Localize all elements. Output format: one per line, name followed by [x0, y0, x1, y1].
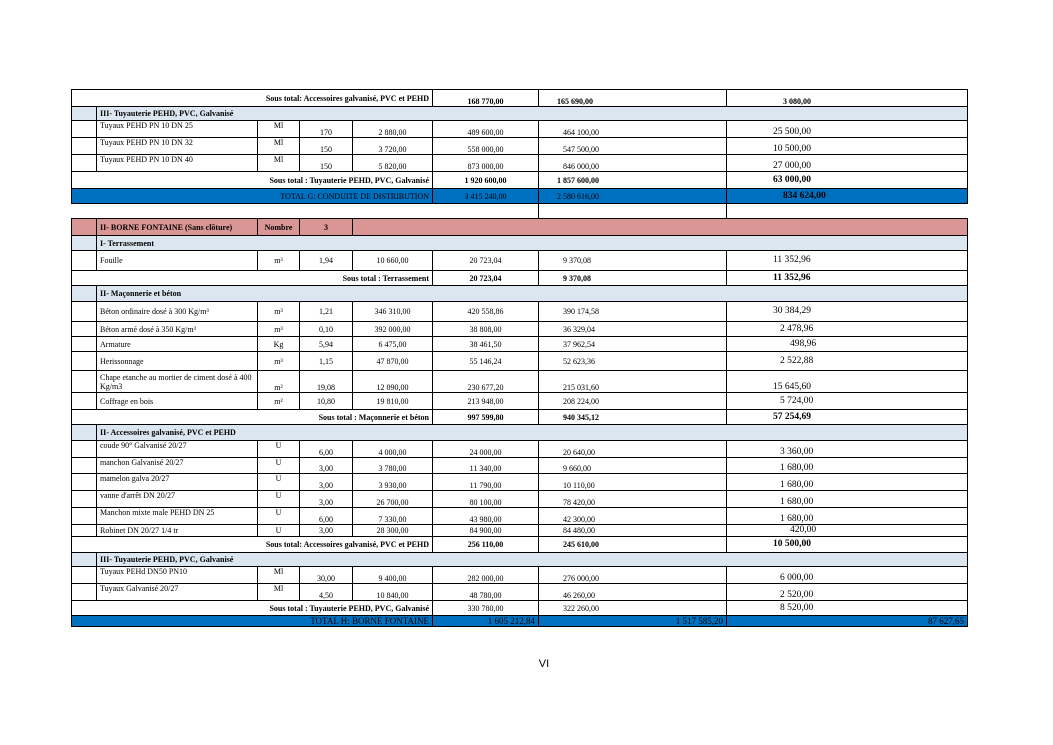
subtotal-v3: 57 254,69	[727, 410, 968, 425]
value3-cell: 6 000,00	[727, 567, 968, 584]
designation-cell: coude 90° Galvanisé 20/27	[97, 441, 258, 458]
table-row	[72, 584, 968, 601]
subtotal-row	[72, 172, 968, 189]
designation-cell: Tuyaux PEHD PN 10 DN 40	[97, 155, 258, 172]
value2-cell: 390 174,58	[539, 302, 727, 322]
subtotal-v1: 1 920 600,00	[433, 172, 539, 189]
value1-cell: 489 600,00	[433, 121, 539, 138]
designation-cell: Tuyaux PEHD PN 10 DN 32	[97, 138, 258, 155]
unit-price-cell: 6 475,00	[353, 337, 433, 352]
subtotal-label: Sous total : Terrassement	[72, 271, 433, 286]
table-row	[72, 322, 968, 337]
designation-cell: Béton ordinaire dosé à 300 Kg/m³	[97, 302, 258, 322]
qty-cell: 6,00	[300, 441, 353, 458]
table-row	[72, 121, 968, 138]
section-row	[72, 553, 968, 567]
value1-cell: 213 948,00	[433, 393, 539, 410]
section-title: I- Terrassement	[97, 236, 968, 251]
qty-cell: 150	[300, 138, 353, 155]
unit-price-cell: 47 870,00	[353, 352, 433, 371]
value2-cell: 37 962,54	[539, 337, 727, 352]
designation-cell: mamelon galva 20/27	[97, 474, 258, 491]
qty-cell: 0,10	[300, 322, 353, 337]
qty-cell: 3,00	[300, 491, 353, 508]
value3-cell: 2 520,00	[727, 584, 968, 601]
value2-cell: 9 370,08	[539, 251, 727, 271]
subtotal-v3: 10 500,00	[727, 537, 968, 553]
section-title: II- Accessoires galvanisé, PVC et PEHD	[97, 425, 968, 441]
unit-cell: Ml	[258, 567, 300, 584]
subtotal-v1: 256 110,00	[433, 537, 539, 553]
subtotal-label: Sous total: Accessoires galvanisé, PVC et PEHD	[72, 537, 433, 553]
unit-cell: Ml	[258, 121, 300, 138]
value1-cell: 84 900,00	[433, 525, 539, 537]
unit-price-cell: 7 330,00	[353, 508, 433, 525]
qty-cell: 170	[300, 121, 353, 138]
table-row	[72, 138, 968, 155]
value3-cell: 25 500,00	[727, 121, 968, 138]
unit-price-cell: 3 780,00	[353, 458, 433, 474]
subtotal-v1: 330 780,00	[433, 601, 539, 616]
value1-cell: 873 000,00	[433, 155, 539, 172]
unit-cell: m³	[258, 322, 300, 337]
nombre-value: 3	[300, 219, 353, 236]
unit-price-cell: 5 820,00	[353, 155, 433, 172]
table-row	[72, 441, 968, 458]
unit-price-cell: 26 700,00	[353, 491, 433, 508]
designation-cell: Chape etanche au mortier de ciment dosé à 400 Kg/m3	[97, 371, 258, 393]
unit-cell: U	[258, 474, 300, 491]
total-v1: 3 415 240,00	[433, 189, 539, 204]
subtotal-row	[72, 601, 968, 616]
subtotal-label: Sous total : Tuyauterie PEHD, PVC, Galvanisé	[72, 601, 433, 616]
designation-cell: Fouille	[97, 251, 258, 271]
table-row	[72, 491, 968, 508]
subtotal-v1: 168 770,00	[433, 90, 539, 107]
unit-cell: U	[258, 491, 300, 508]
value1-cell: 11 340,00	[433, 458, 539, 474]
section-title: II- Maçonnerie et béton	[97, 286, 968, 302]
value2-cell: 276 000,00	[539, 567, 727, 584]
value3-cell: 3 360,00	[727, 441, 968, 458]
value1-cell: 38 461,50	[433, 337, 539, 352]
total-row	[72, 616, 968, 627]
unit-cell: Ml	[258, 584, 300, 601]
qty-cell: 19,08	[300, 371, 353, 393]
value3-cell: 1 680,00	[727, 491, 968, 508]
value1-cell: 48 780,00	[433, 584, 539, 601]
value1-cell: 230 677,20	[433, 371, 539, 393]
value3-cell: 27 000,00	[727, 155, 968, 172]
qty-cell: 30,00	[300, 567, 353, 584]
section-row	[72, 107, 968, 121]
value2-cell: 42 300,00	[539, 508, 727, 525]
table-row	[72, 393, 968, 410]
unit-cell: Ml	[258, 155, 300, 172]
cost-table	[71, 89, 968, 627]
unit-cell: U	[258, 508, 300, 525]
designation-cell: Manchon mixte male PEHD DN 25	[97, 508, 258, 525]
unit-price-cell: 10 840,00	[353, 584, 433, 601]
section-row	[72, 286, 968, 302]
value2-cell: 846 000,00	[539, 155, 727, 172]
table-row	[72, 567, 968, 584]
unit-cell: U	[258, 525, 300, 537]
value1-cell: 20 723,04	[433, 251, 539, 271]
total-v3: 87 627,65	[727, 616, 968, 627]
value2-cell: 52 623,36	[539, 352, 727, 371]
value3-cell: 15 645,60	[727, 371, 968, 393]
designation-cell: Béton armé dosé à 350 Kg/m³	[97, 322, 258, 337]
value3-cell: 5 724,00	[727, 393, 968, 410]
subtotal-label: Sous total: Accessoires galvanisé, PVC et PEHD	[72, 90, 433, 107]
unit-price-cell: 2 880,00	[353, 121, 433, 138]
subtotal-v2: 165 690,00	[539, 90, 727, 107]
subtotal-v3: 11 352,96	[727, 271, 968, 286]
subtotal-row	[72, 537, 968, 553]
unit-cell: m³	[258, 251, 300, 271]
qty-cell: 3,00	[300, 458, 353, 474]
section-title: III- Tuyauterie PEHD, PVC, Galvanisé	[97, 107, 968, 121]
value1-cell: 420 558,86	[433, 302, 539, 322]
subtotal-v3: 63 000,00	[727, 172, 968, 189]
value3-cell: 11 352,96	[727, 251, 968, 271]
subtotal-v3: 3 080,00	[727, 90, 968, 107]
value2-cell: 547 500,00	[539, 138, 727, 155]
value3-cell: 498,96	[727, 337, 968, 352]
value2-cell: 36 329,04	[539, 322, 727, 337]
unit-cell: U	[258, 441, 300, 458]
subtotal-v1: 20 723,04	[433, 271, 539, 286]
unit-price-cell: 10 660,00	[353, 251, 433, 271]
unit-price-cell: 12 090,00	[353, 371, 433, 393]
unit-price-cell: 28 300,00	[353, 525, 433, 537]
value2-cell: 208 224,00	[539, 393, 727, 410]
value1-cell: 24 000,00	[433, 441, 539, 458]
value1-cell: 55 146,24	[433, 352, 539, 371]
qty-cell: 5,94	[300, 337, 353, 352]
subtotal-row	[72, 271, 968, 286]
total-v3: 834 624,00	[727, 189, 968, 204]
table-row	[72, 302, 968, 322]
designation-cell: Herissonnage	[97, 352, 258, 371]
qty-cell: 3,00	[300, 525, 353, 537]
qty-cell: 3,00	[300, 474, 353, 491]
unit-price-cell: 3 930,00	[353, 474, 433, 491]
table-row	[72, 251, 968, 271]
unit-price-cell: 346 310,00	[353, 302, 433, 322]
table-row	[72, 371, 968, 393]
unit-price-cell: 9 400,00	[353, 567, 433, 584]
value2-cell: 215 031,60	[539, 371, 727, 393]
unit-cell: Kg	[258, 337, 300, 352]
subtotal-v2: 322 260,00	[539, 601, 727, 616]
designation-cell: vanne d'arrêt DN 20/27	[97, 491, 258, 508]
value2-cell: 20 640,00	[539, 441, 727, 458]
subtotal-v2: 940 345,12	[539, 410, 727, 425]
value2-cell: 10 110,00	[539, 474, 727, 491]
qty-cell: 1,21	[300, 302, 353, 322]
qty-cell: 1,15	[300, 352, 353, 371]
nombre-label: Nombre	[258, 219, 300, 236]
value2-cell: 78 420,00	[539, 491, 727, 508]
value1-cell: 11 790,00	[433, 474, 539, 491]
subtotal-v2: 9 370,08	[539, 271, 727, 286]
table-row	[72, 525, 968, 537]
table-row	[72, 352, 968, 371]
table-row	[72, 155, 968, 172]
value2-cell: 84 480,00	[539, 525, 727, 537]
subtotal-v3: 8 520,00	[727, 601, 968, 616]
qty-cell: 10,80	[300, 393, 353, 410]
value1-cell: 282 000,00	[433, 567, 539, 584]
unit-cell: Ml	[258, 138, 300, 155]
table-row	[72, 458, 968, 474]
value1-cell: 80 100,00	[433, 491, 539, 508]
section-row	[72, 236, 968, 251]
unit-cell: m³	[258, 352, 300, 371]
subtotal-v1: 997 599,80	[433, 410, 539, 425]
qty-cell: 1,94	[300, 251, 353, 271]
part-title: II- BORNE FONTAINE (Sans clôture)	[97, 219, 258, 236]
value3-cell: 2 478,96	[727, 322, 968, 337]
designation-cell: manchon Galvanisé 20/27	[97, 458, 258, 474]
total-v1: 1 605 212,84	[433, 616, 539, 627]
table-row	[72, 474, 968, 491]
unit-price-cell: 3 720,00	[353, 138, 433, 155]
qty-cell: 6,00	[300, 508, 353, 525]
value3-cell: 10 500,00	[727, 138, 968, 155]
value3-cell: 2 522,88	[727, 352, 968, 371]
subtotal-v2: 245 610,00	[539, 537, 727, 553]
unit-price-cell: 19 810,00	[353, 393, 433, 410]
page-number: VI	[538, 658, 550, 670]
spacer-row	[72, 204, 968, 219]
designation-cell: Tuyaux PEHd DN50 PN10	[97, 567, 258, 584]
table-row	[72, 337, 968, 352]
value2-cell: 9 660,00	[539, 458, 727, 474]
unit-cell: m³	[258, 302, 300, 322]
total-v2: 2 580 616,00	[539, 189, 727, 204]
subtotal-v2: 1 857 600,00	[539, 172, 727, 189]
value3-cell: 1 680,00	[727, 508, 968, 525]
designation-cell: Robinet DN 20/27 1/4 tr	[97, 525, 258, 537]
value1-cell: 43 980,00	[433, 508, 539, 525]
section-row	[72, 425, 968, 441]
designation-cell: Coffrage en bois	[97, 393, 258, 410]
part-header-row	[72, 219, 968, 236]
designation-cell: Tuyaux Galvanisé 20/27	[97, 584, 258, 601]
table-row	[72, 508, 968, 525]
unit-cell: U	[258, 458, 300, 474]
unit-cell: m²	[258, 371, 300, 393]
unit-price-cell: 4 000,00	[353, 441, 433, 458]
value2-cell: 464 100,00	[539, 121, 727, 138]
designation-cell: Tuyaux PEHD PN 10 DN 25	[97, 121, 258, 138]
total-row	[72, 189, 968, 204]
value1-cell: 38 808,00	[433, 322, 539, 337]
value3-cell: 30 384,29	[727, 302, 968, 322]
value3-cell: 420,00	[727, 525, 968, 537]
designation-cell: Armature	[97, 337, 258, 352]
unit-cell: m²	[258, 393, 300, 410]
value1-cell: 558 000,00	[433, 138, 539, 155]
value2-cell: 46 260,00	[539, 584, 727, 601]
total-label: TOTAL H: BORNE FONTAINE	[72, 616, 433, 627]
qty-cell: 150	[300, 155, 353, 172]
subtotal-row	[72, 410, 968, 425]
subtotal-label: Sous total : Tuyauterie PEHD, PVC, Galvanisé	[72, 172, 433, 189]
section-title: III- Tuyauterie PEHD, PVC, Galvanisé	[97, 553, 968, 567]
total-label: TOTAL G: CONDUITE DE DISTRIBUTION	[72, 189, 433, 204]
value3-cell: 1 680,00	[727, 458, 968, 474]
qty-cell: 4,50	[300, 584, 353, 601]
value3-cell: 1 680,00	[727, 474, 968, 491]
subtotal-row	[72, 90, 968, 107]
unit-price-cell: 392 000,00	[353, 322, 433, 337]
subtotal-label: Sous total : Maçonnerie et béton	[72, 410, 433, 425]
total-v2: 1 517 585,20	[539, 616, 727, 627]
